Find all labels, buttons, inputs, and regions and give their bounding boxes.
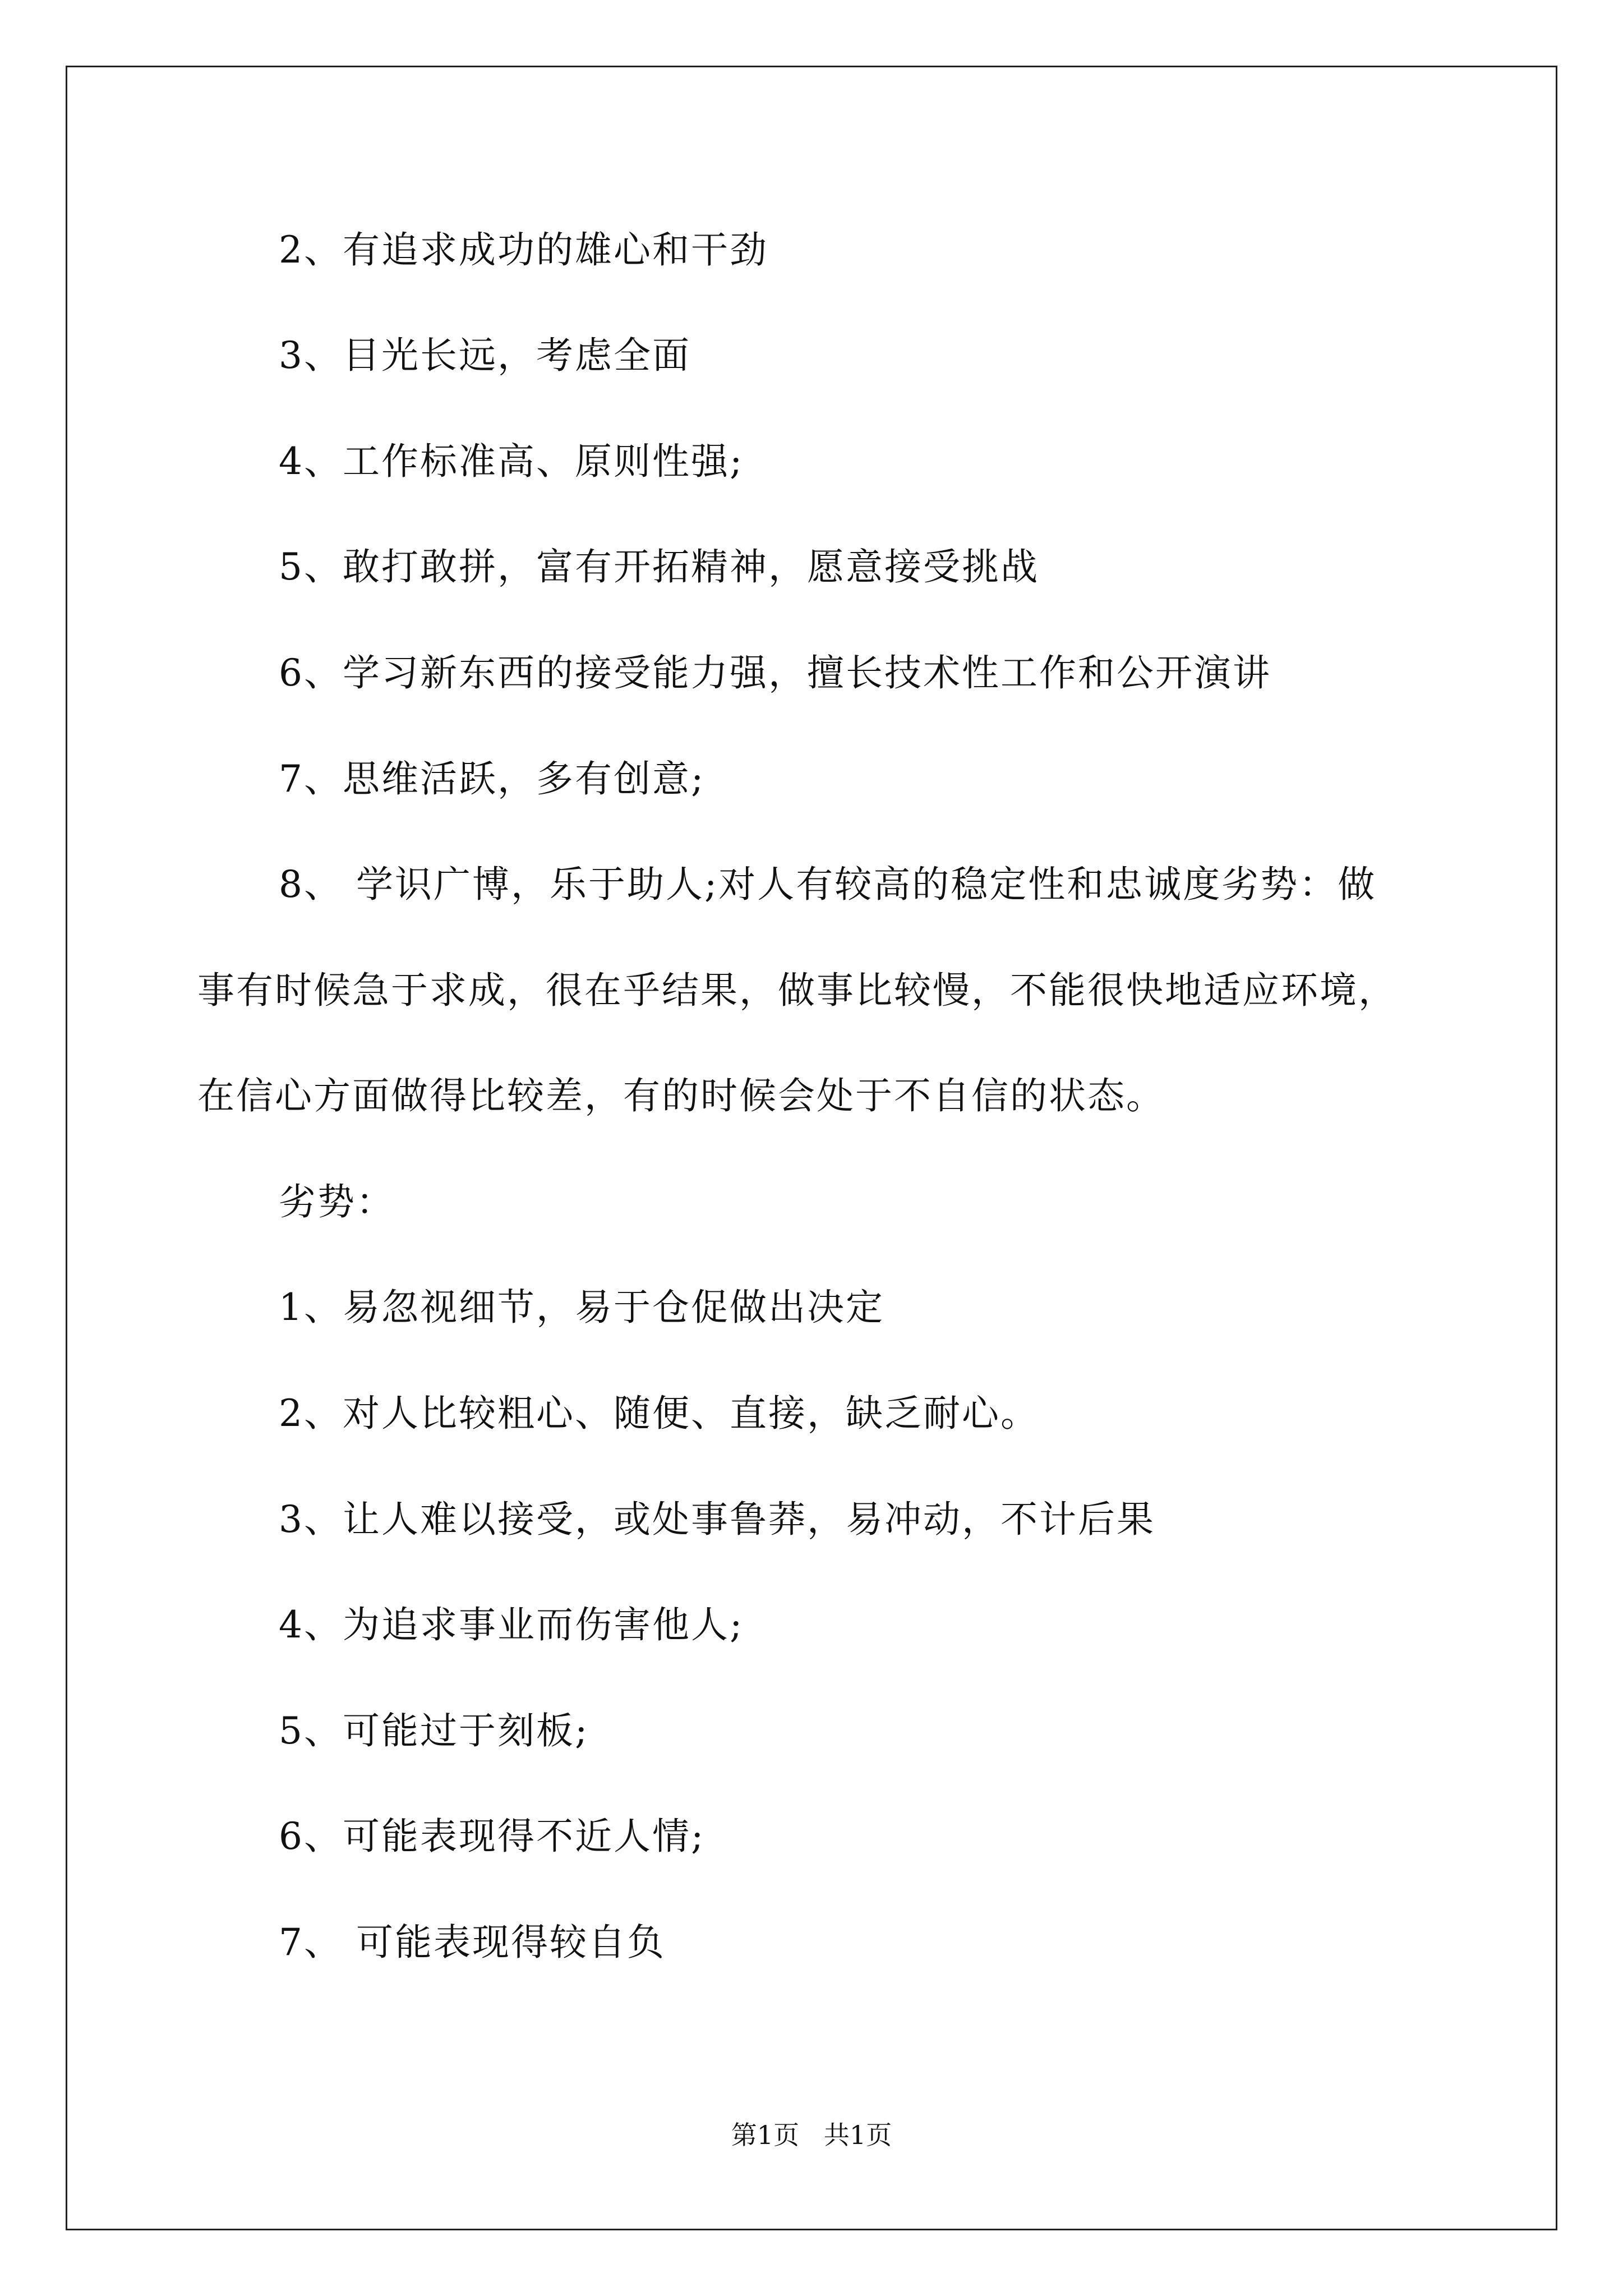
page-footer: 第1页 共1页: [731, 2120, 892, 2150]
line-weakness-5: 5、可能过于刻板;: [279, 1709, 589, 1752]
line-weakness-2: 2、对人比较粗心、随便、直接，缺乏耐心。: [279, 1392, 1039, 1435]
line-strength-6: 6、学习新东西的接受能力强，擅长技术性工作和公开演讲: [279, 651, 1271, 694]
line-weakness-1: 1、易忽视细节，易于仓促做出决定: [279, 1286, 884, 1329]
heading-weaknesses: 劣势：: [279, 1180, 395, 1223]
line-weakness-6: 6、可能表现得不近人情;: [279, 1815, 706, 1858]
line-paragraph-continuation-2: 在信心方面做得比较差，有的时候会处于不自信的状态。: [197, 1074, 1165, 1117]
line-strength-4: 4、工作标准高、原则性强;: [279, 440, 744, 483]
line-weakness-4: 4、为追求事业而伤害他人;: [279, 1603, 744, 1646]
line-strength-8: 8、 学识广博，乐于助人;对人有较高的稳定性和忠诚度劣势：做: [279, 863, 1377, 906]
line-weakness-7: 7、 可能表现得较自负: [279, 1921, 666, 1964]
line-paragraph-continuation-1: 事有时候急于求成，很在乎结果，做事比较慢，不能很快地适应环境，: [197, 969, 1397, 1012]
line-strength-5: 5、敢打敢拼，富有开拓精神，愿意接受挑战: [279, 545, 1039, 588]
line-strength-7: 7、思维活跃，多有创意;: [279, 757, 706, 800]
line-strength-3: 3、目光长远，考虑全面: [279, 334, 691, 377]
line-strength-2: 2、有追求成功的雄心和干劲: [279, 228, 768, 272]
page-frame: [66, 66, 1557, 2230]
line-weakness-3: 3、让人难以接受，或处事鲁莽，易冲动，不计后果: [279, 1498, 1155, 1541]
